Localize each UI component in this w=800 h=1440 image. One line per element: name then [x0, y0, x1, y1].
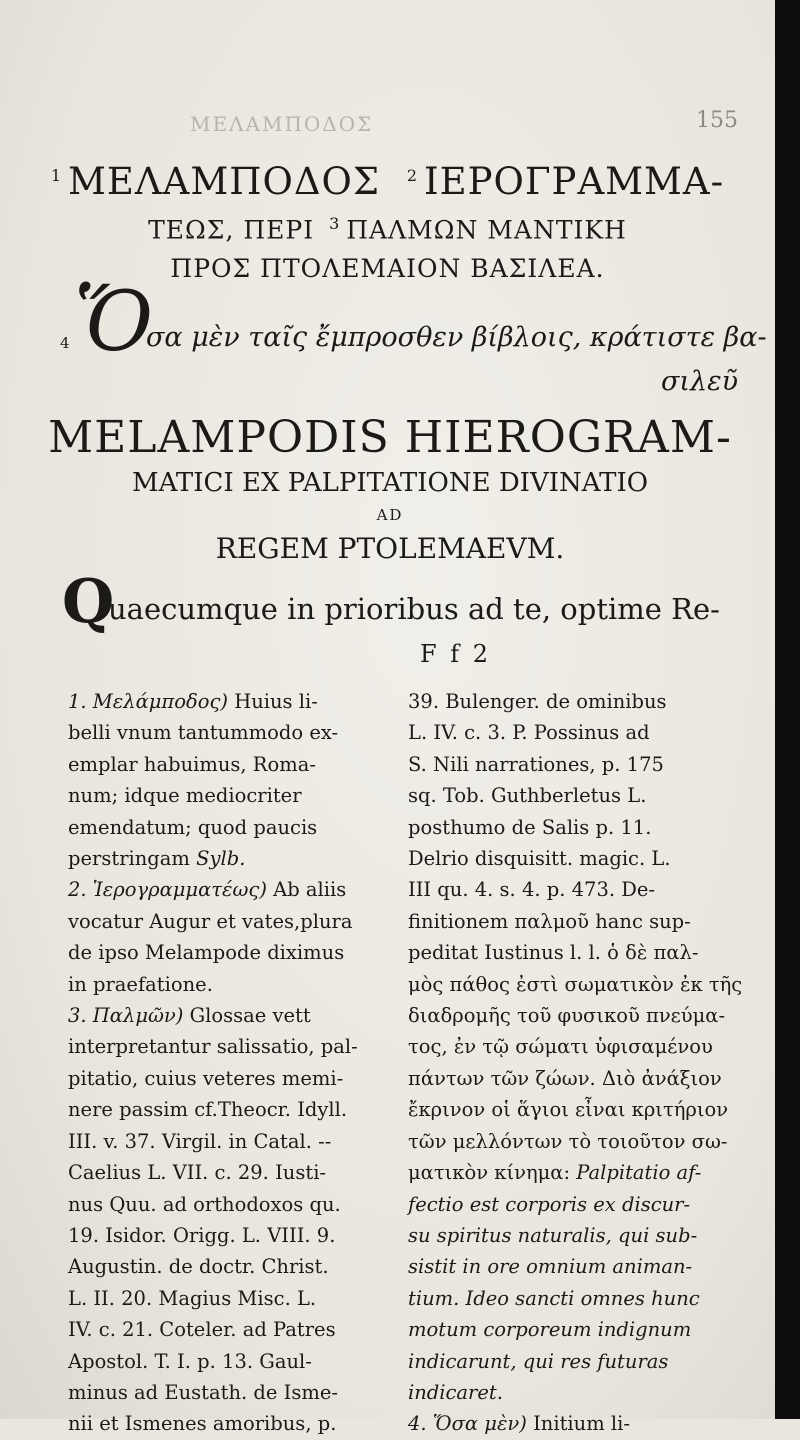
footnote-text: τος, ἐν τῷ σώματι ὑφισαμένου: [408, 1035, 713, 1059]
footnote-lemma: 1. Μελάμποδος): [68, 690, 228, 713]
footnote-line: [408, 686, 740, 717]
footnote-text: III qu. 4. s. 4. p. 473. De-: [408, 878, 656, 902]
footnote-text: μὸς πάθος ἐστὶ σωματικὸν ἐκ τῆς: [408, 972, 743, 996]
footnote-line: [408, 874, 740, 905]
latin-title-line-3: AD: [376, 506, 404, 524]
footnote-line: [408, 1314, 740, 1345]
footnote-text: Augustin. de doctr. Christ.: [68, 1255, 329, 1279]
signature-mark: F f 2: [420, 640, 492, 668]
footnote-text: nus Quu. ad orthodoxos qu.: [68, 1192, 341, 1216]
footnote-line: [68, 1126, 390, 1157]
footnote-lemma: 4. Ὅσα μὲν): [408, 1412, 527, 1436]
footnote-text: fectio est corporis ex discur-: [408, 1192, 691, 1216]
footnote-line: [68, 1283, 390, 1314]
footnote-line: [408, 969, 743, 1000]
footnote-line: [408, 1346, 740, 1377]
footnote-line: [68, 1063, 390, 1094]
footnote-text: in praefatione.: [68, 972, 213, 996]
footnote-text: III. v. 37. Virgil. in Catal. --: [68, 1129, 332, 1153]
latin-title-line-1: MELAMPODIS HIEROGRAM-: [48, 412, 732, 463]
latin-title-line-4: REGEM PTOLEMAEVM.: [215, 532, 565, 565]
footnote-line: [408, 1408, 740, 1439]
footnote-line: [68, 1031, 390, 1062]
footnote-line: [68, 1157, 390, 1188]
footnote-line: [68, 1094, 390, 1125]
footnote-line: [68, 1408, 390, 1439]
footnote-text: Huius li-: [228, 690, 318, 713]
footnotes-left-column: [68, 686, 390, 1440]
footnote-text: sq. Tob. Guthberletus L.: [408, 784, 647, 808]
latin-incipit-text: uaecumque in prioribus ad te, optime Re-: [108, 592, 720, 626]
footnote-line: [408, 1094, 740, 1125]
footnote-line: [68, 1346, 390, 1377]
footnote-line: [68, 1000, 390, 1031]
footnote-line: [68, 1314, 390, 1345]
footnote-text: su spiritus naturalis, qui sub-: [408, 1223, 698, 1247]
footnote-text: Delrio disquisitt. magic. L.: [408, 847, 671, 871]
footnote-text: indicarunt, qui res futuras: [408, 1349, 669, 1373]
footnote-line: [68, 969, 390, 1000]
note-marker: 4: [60, 334, 70, 352]
footnote-text: τῶν μελλόντων τὸ τοιοῦτον σω-: [408, 1129, 728, 1153]
footnote-text: Ab aliis: [266, 878, 347, 902]
footnote-text: Glossae vett: [183, 1004, 311, 1028]
footnote-text: num; idque mediocriter: [68, 784, 302, 808]
footnote-line: [408, 1157, 740, 1188]
footnote-text: Caelius L. VII. c. 29. Iusti-: [68, 1161, 327, 1185]
footnote-text: finitionem παλμοῦ hanc sup-: [408, 909, 691, 933]
footnote-line: [408, 1000, 740, 1031]
footnote-line: [408, 1377, 740, 1408]
footnote-text: 19. Isidor. Origg. L. VIII. 9.: [68, 1223, 336, 1247]
footnote-text: tium. Ideo sancti omnes hunc: [408, 1286, 700, 1310]
footnote-text: Palpitatio af-: [570, 1161, 702, 1185]
footnote-line: [68, 1377, 390, 1408]
footnote-line: [68, 843, 390, 874]
footnote-line: [408, 1283, 740, 1314]
footnote-text: vocatur Augur et vates,plura: [68, 909, 353, 933]
footnote-line: [408, 937, 740, 968]
footnote-line: [408, 906, 740, 937]
footnote-text: posthumo de Salis p. 11.: [408, 815, 652, 839]
footnote-line: [408, 780, 740, 811]
note-marker: 1: [50, 165, 63, 185]
footnote-line: [68, 780, 390, 811]
footnote-line: [68, 686, 390, 717]
footnote-text: sistit in ore omnium animan-: [408, 1255, 693, 1279]
greek-title-line-2: ΤΕΩΣ, ΠΕΡΙ $^3$ ΠΑΛΜΩΝ ΜΑΝΤΙΚΗ: [148, 214, 627, 245]
footnote-line: [68, 937, 390, 968]
footnote-text: Apostol. T. I. p. 13. Gaul-: [68, 1349, 312, 1373]
footnote-line: [408, 1063, 740, 1094]
footnote-line: [68, 717, 390, 748]
footnote-line: [408, 1126, 740, 1157]
footnote-text: peditat Iustinus l. l. ὁ δὲ παλ-: [408, 941, 699, 965]
footnote-text: pitatio, cuius veteres memi-: [68, 1066, 344, 1090]
footnote-text: motum corporeum indignum: [408, 1318, 692, 1342]
drop-initial: Q: [62, 567, 115, 637]
greek-incipit: [60, 275, 767, 412]
footnote-line: [68, 812, 390, 843]
footnote-text: de ipso Melampode diximus: [68, 941, 345, 965]
footnote-line: [408, 1251, 740, 1282]
running-head: ΜΕΛΑΜΠΟΔΟΣ: [190, 112, 374, 136]
greek-incipit-line-1: σα μὲν ταῖς ἔμπροσθεν βίβλοις, κράτιστε βα-: [146, 322, 767, 353]
footnote-text: nere passim cf.Theocr. Idyll.: [68, 1098, 348, 1122]
note-marker: 3: [329, 214, 341, 233]
footnote-text: nii et Ismenes amoribus, p.: [68, 1412, 337, 1436]
footnote-line: [408, 749, 740, 780]
footnote-line: [68, 874, 390, 905]
footnote-text: IV. c. 21. Coteler. ad Patres: [68, 1318, 336, 1342]
footnote-text: emendatum; quod paucis: [68, 815, 318, 839]
footnote-text: πάντων τῶν ζώων. Διὸ ἀνάξιον: [408, 1066, 722, 1090]
footnotes-right-column: [408, 686, 743, 1440]
footnote-text: Sylb.: [196, 847, 246, 871]
footnote-line: [408, 1189, 740, 1220]
footnote-text: indicaret.: [408, 1380, 503, 1404]
footnote-text: interpretantur salissatio, pal-: [68, 1035, 358, 1059]
footnote-line: [408, 717, 740, 748]
footnote-text: L. II. 20. Magius Misc. L.: [68, 1286, 317, 1310]
footnote-lemma: 2. Ἱερογραμματέως): [68, 878, 267, 902]
footnote-line: [68, 906, 390, 937]
footnote-line: [68, 1189, 390, 1220]
footnote-line: [408, 812, 740, 843]
footnote-line: [408, 843, 740, 874]
drop-initial: Ὅ: [74, 275, 154, 370]
page-edge-shadow: [775, 0, 800, 1419]
footnote-line: [408, 1220, 740, 1251]
latin-title-line-2: MATICI EX PALPITATIONE DIVINATIO: [131, 468, 649, 498]
latin-incipit: [60, 567, 750, 642]
footnote-text: διαδρομῆς τοῦ φυσικοῦ πνεύμα-: [408, 1004, 726, 1028]
greek-title-line-3: ΠΡΟΣ ΠΤΟΛΕΜΑΙΟΝ ΒΑΣΙΛΕΑ.: [170, 254, 605, 283]
footnote-text: S. Nili narrationes, p. 175: [408, 752, 664, 776]
footnote-text: ἔκρινον οἱ ἅγιοι εἶναι κριτήριον: [408, 1098, 729, 1122]
footnote-text: belli vnum tantummodo ex-: [68, 721, 339, 745]
footnote-line: [408, 1031, 740, 1062]
footnote-text: minus ad Eustath. de Isme-: [68, 1380, 338, 1404]
footnote-line: [68, 1220, 390, 1251]
footnote-line: [68, 1251, 390, 1282]
footnote-lemma: 3. Παλμῶν): [68, 1004, 184, 1028]
footnote-text: ματικὸν κίνημα:: [408, 1161, 571, 1185]
note-marker: 2: [406, 165, 419, 185]
footnote-line: [68, 749, 390, 780]
footnote-text: Initium li-: [526, 1412, 630, 1436]
footnote-text: L. IV. c. 3. P. Possinus ad: [408, 721, 650, 745]
footnote-text: perstringam: [68, 847, 197, 871]
footnote-text: 39. Bulenger. de ominibus: [408, 690, 667, 713]
page-number: 155: [696, 108, 738, 133]
footnote-text: emplar habuimus, Roma-: [68, 752, 316, 776]
greek-incipit-line-2: σιλεῦ: [660, 366, 738, 397]
greek-title-line-1: $^1$ ΜΕΛΑΜΠΟΔΟΣ $^2$ ΙΕΡΟΓΡΑΜΜΑ-: [50, 160, 725, 203]
